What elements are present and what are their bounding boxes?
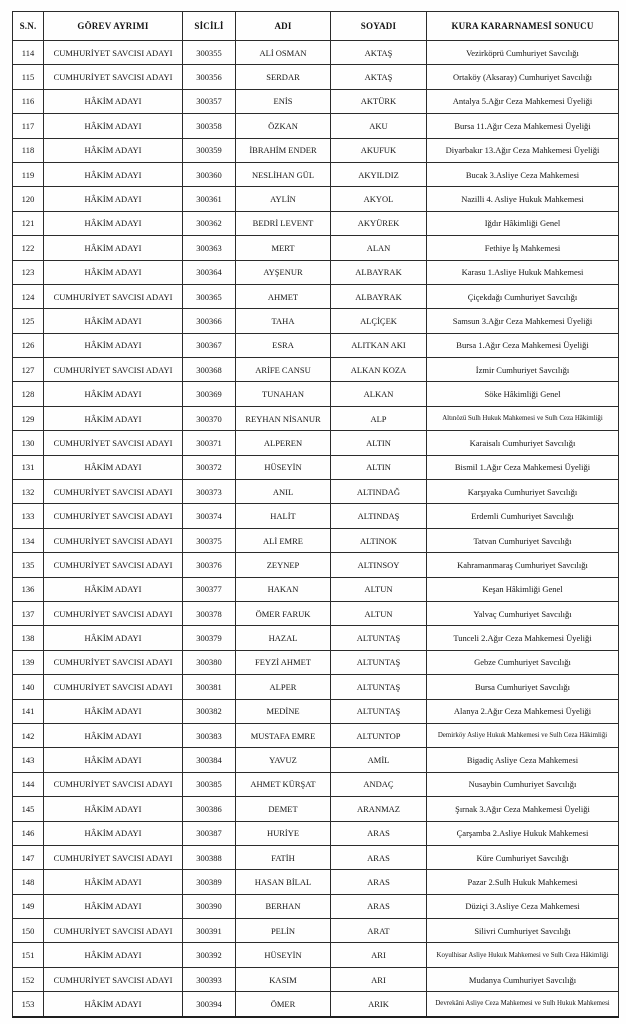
sonuc-cell: Bursa 1.Ağır Ceza Mahkemesi Üyeliği [427, 333, 619, 357]
sn-cell: 126 [13, 333, 44, 357]
table-header-row [13, 12, 619, 41]
sicil-cell: 300392 [183, 943, 236, 967]
sonuc-cell: Küre Cumhuriyet Savcılığı [427, 845, 619, 869]
sonuc-cell: Ortaköy (Aksaray) Cumhuriyet Savcılığı [427, 65, 619, 89]
soyadi-cell: ALTUNTAŞ [331, 699, 427, 723]
sicil-cell: 300367 [183, 333, 236, 357]
sicil-cell: 300365 [183, 284, 236, 308]
sonuc-cell: Tatvan Cumhuriyet Savcılığı [427, 528, 619, 552]
adi-cell: ZEYNEP [236, 553, 331, 577]
table-row [13, 919, 619, 943]
gorev-cell: CUMHURİYET SAVCISI ADAYI [44, 675, 183, 699]
soyadi-cell: AKTAŞ [331, 41, 427, 65]
adi-cell: ALPER [236, 675, 331, 699]
sonuc-cell: Bucak 3.Asliye Ceza Mahkemesi [427, 162, 619, 186]
sonuc-cell: Tunceli 2.Ağır Ceza Mahkemesi Üyeliği [427, 626, 619, 650]
sicil-cell: 300381 [183, 675, 236, 699]
table-row [13, 236, 619, 260]
table-body [13, 41, 619, 1017]
gorev-cell: CUMHURİYET SAVCISI ADAYI [44, 650, 183, 674]
soyadi-cell: ARAS [331, 845, 427, 869]
gorev-cell: HÂKİM ADAYI [44, 114, 183, 138]
gorev-cell: CUMHURİYET SAVCISI ADAYI [44, 528, 183, 552]
table-row [13, 528, 619, 552]
sicil-cell: 300379 [183, 626, 236, 650]
soyadi-cell: ALITKAN AKI [331, 333, 427, 357]
gorev-cell: CUMHURİYET SAVCISI ADAYI [44, 431, 183, 455]
gorev-cell: HÂKİM ADAYI [44, 992, 183, 1017]
sicil-cell: 300368 [183, 358, 236, 382]
gorev-cell: HÂKİM ADAYI [44, 723, 183, 747]
table-row [13, 309, 619, 333]
table-row [13, 967, 619, 991]
sicil-cell: 300369 [183, 382, 236, 406]
table-row [13, 89, 619, 113]
column-header-sonuc: KURA KARARNAMESİ SONUCU [427, 12, 619, 41]
table-row [13, 260, 619, 284]
sicil-cell: 300357 [183, 89, 236, 113]
sn-cell: 117 [13, 114, 44, 138]
sicil-cell: 300370 [183, 406, 236, 430]
adi-cell: YAVUZ [236, 748, 331, 772]
table-row [13, 114, 619, 138]
gorev-cell: CUMHURİYET SAVCISI ADAYI [44, 553, 183, 577]
gorev-cell: HÂKİM ADAYI [44, 894, 183, 918]
table-row [13, 162, 619, 186]
soyadi-cell: ALTIN [331, 455, 427, 479]
adi-cell: ALİ EMRE [236, 528, 331, 552]
table-row [13, 187, 619, 211]
gorev-cell: CUMHURİYET SAVCISI ADAYI [44, 845, 183, 869]
adi-cell: SERDAR [236, 65, 331, 89]
gorev-cell: HÂKİM ADAYI [44, 260, 183, 284]
sn-cell: 118 [13, 138, 44, 162]
soyadi-cell: ARAS [331, 821, 427, 845]
soyadi-cell: AKYÜREK [331, 211, 427, 235]
sonuc-cell: Diyarbakır 13.Ağır Ceza Mahkemesi Üyeliği [427, 138, 619, 162]
soyadi-cell: ARAT [331, 919, 427, 943]
sicil-cell: 300375 [183, 528, 236, 552]
table-row [13, 772, 619, 796]
sn-cell: 141 [13, 699, 44, 723]
adi-cell: DEMET [236, 797, 331, 821]
sonuc-cell: Devrekâni Asliye Ceza Mahkemesi ve Sulh Hukuk Mahkemesi [427, 992, 619, 1017]
table-row [13, 797, 619, 821]
table-row [13, 333, 619, 357]
soyadi-cell: ARAS [331, 870, 427, 894]
soyadi-cell: ALTIN [331, 431, 427, 455]
column-header-soyadi: SOYADI [331, 12, 427, 41]
table-row [13, 284, 619, 308]
gorev-cell: CUMHURİYET SAVCISI ADAYI [44, 601, 183, 625]
adi-cell: ALPEREN [236, 431, 331, 455]
table-row [13, 553, 619, 577]
sn-cell: 135 [13, 553, 44, 577]
gorev-cell: CUMHURİYET SAVCISI ADAYI [44, 65, 183, 89]
adi-cell: MEDİNE [236, 699, 331, 723]
adi-cell: REYHAN NİSANUR [236, 406, 331, 430]
table-row [13, 992, 619, 1017]
soyadi-cell: ALÇİÇEK [331, 309, 427, 333]
sn-cell: 131 [13, 455, 44, 479]
sn-cell: 119 [13, 162, 44, 186]
soyadi-cell: ALTUN [331, 601, 427, 625]
sn-cell: 149 [13, 894, 44, 918]
adi-cell: AHMET KÜRŞAT [236, 772, 331, 796]
sicil-cell: 300378 [183, 601, 236, 625]
sn-cell: 134 [13, 528, 44, 552]
sn-cell: 137 [13, 601, 44, 625]
soyadi-cell: ALTUNTAŞ [331, 650, 427, 674]
adi-cell: HALİT [236, 504, 331, 528]
adi-cell: BERHAN [236, 894, 331, 918]
sn-cell: 151 [13, 943, 44, 967]
soyadi-cell: ALTINSOY [331, 553, 427, 577]
gorev-cell: HÂKİM ADAYI [44, 577, 183, 601]
sonuc-cell: Kahramanmaraş Cumhuriyet Savcılığı [427, 553, 619, 577]
gorev-cell: HÂKİM ADAYI [44, 211, 183, 235]
adi-cell: AHMET [236, 284, 331, 308]
soyadi-cell: AKUFUK [331, 138, 427, 162]
sonuc-cell: Koyulhisar Asliye Hukuk Mahkemesi ve Sulh Ceza Hâkimliği [427, 943, 619, 967]
sicil-cell: 300384 [183, 748, 236, 772]
table-row [13, 943, 619, 967]
sicil-cell: 300359 [183, 138, 236, 162]
sonuc-cell: Antalya 5.Ağır Ceza Mahkemesi Üyeliği [427, 89, 619, 113]
adi-cell: ENİS [236, 89, 331, 113]
sn-cell: 121 [13, 211, 44, 235]
sonuc-cell: İzmir Cumhuriyet Savcılığı [427, 358, 619, 382]
sonuc-cell: Mudanya Cumhuriyet Savcılığı [427, 967, 619, 991]
table-row [13, 845, 619, 869]
soyadi-cell: ARI [331, 943, 427, 967]
sicil-cell: 300358 [183, 114, 236, 138]
table-row [13, 211, 619, 235]
sonuc-cell: Karasu 1.Asliye Hukuk Mahkemesi [427, 260, 619, 284]
sonuc-cell: Alanya 2.Ağır Ceza Mahkemesi Üyeliği [427, 699, 619, 723]
gorev-cell: CUMHURİYET SAVCISI ADAYI [44, 772, 183, 796]
sonuc-cell: Keşan Hâkimliği Genel [427, 577, 619, 601]
soyadi-cell: ARI [331, 967, 427, 991]
sn-cell: 138 [13, 626, 44, 650]
sicil-cell: 300387 [183, 821, 236, 845]
table-row [13, 626, 619, 650]
sonuc-cell: Silivri Cumhuriyet Savcılığı [427, 919, 619, 943]
soyadi-cell: ALTUN [331, 577, 427, 601]
adi-cell: AYLİN [236, 187, 331, 211]
gorev-cell: HÂKİM ADAYI [44, 699, 183, 723]
table-row [13, 455, 619, 479]
sonuc-cell: Nazilli 4. Asliye Hukuk Mahkemesi [427, 187, 619, 211]
adi-cell: HÜSEYİN [236, 455, 331, 479]
soyadi-cell: AMİL [331, 748, 427, 772]
soyadi-cell: AKU [331, 114, 427, 138]
table-row [13, 821, 619, 845]
sonuc-cell: Erdemli Cumhuriyet Savcılığı [427, 504, 619, 528]
sicil-cell: 300376 [183, 553, 236, 577]
soyadi-cell: ALTINOK [331, 528, 427, 552]
table-row [13, 65, 619, 89]
sonuc-cell: Çiçekdağı Cumhuriyet Savcılığı [427, 284, 619, 308]
gorev-cell: HÂKİM ADAYI [44, 748, 183, 772]
sonuc-cell: Bursa 11.Ağır Ceza Mahkemesi Üyeliği [427, 114, 619, 138]
sonuc-cell: Çarşamba 2.Asliye Hukuk Mahkemesi [427, 821, 619, 845]
adi-cell: İBRAHİM ENDER [236, 138, 331, 162]
sicil-cell: 300362 [183, 211, 236, 235]
gorev-cell: CUMHURİYET SAVCISI ADAYI [44, 284, 183, 308]
adi-cell: HAZAL [236, 626, 331, 650]
gorev-cell: HÂKİM ADAYI [44, 821, 183, 845]
adi-cell: ÖZKAN [236, 114, 331, 138]
adi-cell: TAHA [236, 309, 331, 333]
sicil-cell: 300391 [183, 919, 236, 943]
sn-cell: 128 [13, 382, 44, 406]
gorev-cell: HÂKİM ADAYI [44, 626, 183, 650]
sicil-cell: 300383 [183, 723, 236, 747]
table-row [13, 577, 619, 601]
soyadi-cell: ARANMAZ [331, 797, 427, 821]
sn-cell: 115 [13, 65, 44, 89]
sn-cell: 150 [13, 919, 44, 943]
gorev-cell: CUMHURİYET SAVCISI ADAYI [44, 358, 183, 382]
sicil-cell: 300394 [183, 992, 236, 1017]
gorev-cell: HÂKİM ADAYI [44, 236, 183, 260]
sonuc-cell: Samsun 3.Ağır Ceza Mahkemesi Üyeliği [427, 309, 619, 333]
sicil-cell: 300371 [183, 431, 236, 455]
soyadi-cell: AKYOL [331, 187, 427, 211]
column-header-gorev: GÖREV AYRIMI [44, 12, 183, 41]
gorev-cell: HÂKİM ADAYI [44, 797, 183, 821]
adi-cell: FEYZİ AHMET [236, 650, 331, 674]
sicil-cell: 300355 [183, 41, 236, 65]
soyadi-cell: ALP [331, 406, 427, 430]
sn-cell: 125 [13, 309, 44, 333]
sn-cell: 122 [13, 236, 44, 260]
sonuc-cell: Bigadiç Asliye Ceza Mahkemesi [427, 748, 619, 772]
soyadi-cell: AKTÜRK [331, 89, 427, 113]
sonuc-cell: Demirköy Asliye Hukuk Mahkemesi ve Sulh Ceza Hâkimliği [427, 723, 619, 747]
table-row [13, 650, 619, 674]
sicil-cell: 300373 [183, 480, 236, 504]
sicil-cell: 300363 [183, 236, 236, 260]
adi-cell: HASAN BİLAL [236, 870, 331, 894]
gorev-cell: HÂKİM ADAYI [44, 943, 183, 967]
sn-cell: 114 [13, 41, 44, 65]
sonuc-cell: Şırnak 3.Ağır Ceza Mahkemesi Üyeliği [427, 797, 619, 821]
table-row [13, 601, 619, 625]
table-row [13, 480, 619, 504]
column-header-adi: ADI [236, 12, 331, 41]
sn-cell: 116 [13, 89, 44, 113]
gorev-cell: HÂKİM ADAYI [44, 138, 183, 162]
gorev-cell: CUMHURİYET SAVCISI ADAYI [44, 967, 183, 991]
gorev-cell: HÂKİM ADAYI [44, 162, 183, 186]
table-row [13, 699, 619, 723]
sicil-cell: 300366 [183, 309, 236, 333]
adi-cell: FATİH [236, 845, 331, 869]
column-header-sicil: SİCİLİ [183, 12, 236, 41]
sicil-cell: 300360 [183, 162, 236, 186]
soyadi-cell: ALAN [331, 236, 427, 260]
soyadi-cell: ALKAN [331, 382, 427, 406]
gorev-cell: CUMHURİYET SAVCISI ADAYI [44, 504, 183, 528]
assignment-table [12, 11, 619, 1018]
sicil-cell: 300393 [183, 967, 236, 991]
adi-cell: NESLİHAN GÜL [236, 162, 331, 186]
soyadi-cell: AKTAŞ [331, 65, 427, 89]
sonuc-cell: Pazar 2.Sulh Hukuk Mahkemesi [427, 870, 619, 894]
gorev-cell: HÂKİM ADAYI [44, 89, 183, 113]
soyadi-cell: ARIK [331, 992, 427, 1017]
adi-cell: HURİYE [236, 821, 331, 845]
table-row [13, 675, 619, 699]
sn-cell: 142 [13, 723, 44, 747]
sicil-cell: 300388 [183, 845, 236, 869]
adi-cell: HÜSEYİN [236, 943, 331, 967]
sn-cell: 146 [13, 821, 44, 845]
soyadi-cell: ALTINDAĞ [331, 480, 427, 504]
gorev-cell: HÂKİM ADAYI [44, 309, 183, 333]
sn-cell: 152 [13, 967, 44, 991]
sicil-cell: 300356 [183, 65, 236, 89]
sicil-cell: 300385 [183, 772, 236, 796]
gorev-cell: HÂKİM ADAYI [44, 406, 183, 430]
gorev-cell: CUMHURİYET SAVCISI ADAYI [44, 919, 183, 943]
gorev-cell: HÂKİM ADAYI [44, 870, 183, 894]
table-row [13, 138, 619, 162]
sn-cell: 143 [13, 748, 44, 772]
soyadi-cell: ALBAYRAK [331, 284, 427, 308]
sicil-cell: 300389 [183, 870, 236, 894]
soyadi-cell: AKYILDIZ [331, 162, 427, 186]
adi-cell: KASIM [236, 967, 331, 991]
adi-cell: ÖMER FARUK [236, 601, 331, 625]
gorev-cell: HÂKİM ADAYI [44, 187, 183, 211]
table-row [13, 406, 619, 430]
soyadi-cell: ARAS [331, 894, 427, 918]
table-row [13, 723, 619, 747]
soyadi-cell: ANDAÇ [331, 772, 427, 796]
sn-cell: 147 [13, 845, 44, 869]
sicil-cell: 300374 [183, 504, 236, 528]
sonuc-cell: Iğdır Hâkimliği Genel [427, 211, 619, 235]
sn-cell: 139 [13, 650, 44, 674]
gorev-cell: HÂKİM ADAYI [44, 382, 183, 406]
adi-cell: AYŞENUR [236, 260, 331, 284]
sonuc-cell: Nusaybin Cumhuriyet Savcılığı [427, 772, 619, 796]
adi-cell: TUNAHAN [236, 382, 331, 406]
soyadi-cell: ALTUNTAŞ [331, 675, 427, 699]
adi-cell: HAKAN [236, 577, 331, 601]
table-row [13, 748, 619, 772]
adi-cell: ANIL [236, 480, 331, 504]
sn-cell: 132 [13, 480, 44, 504]
soyadi-cell: ALTINDAŞ [331, 504, 427, 528]
soyadi-cell: ALKAN KOZA [331, 358, 427, 382]
sonuc-cell: Bismil 1.Ağır Ceza Mahkemesi Üyeliği [427, 455, 619, 479]
gorev-cell: CUMHURİYET SAVCISI ADAYI [44, 41, 183, 65]
sicil-cell: 300386 [183, 797, 236, 821]
sonuc-cell: Vezirköprü Cumhuriyet Savcılığı [427, 41, 619, 65]
adi-cell: ESRA [236, 333, 331, 357]
sn-cell: 136 [13, 577, 44, 601]
gorev-cell: HÂKİM ADAYI [44, 455, 183, 479]
sonuc-cell: Düziçi 3.Asliye Ceza Mahkemesi [427, 894, 619, 918]
sonuc-cell: Karşıyaka Cumhuriyet Savcılığı [427, 480, 619, 504]
gorev-cell: CUMHURİYET SAVCISI ADAYI [44, 480, 183, 504]
table-row [13, 358, 619, 382]
adi-cell: MERT [236, 236, 331, 260]
sn-cell: 124 [13, 284, 44, 308]
sicil-cell: 300372 [183, 455, 236, 479]
soyadi-cell: ALTUNTAŞ [331, 626, 427, 650]
sn-cell: 140 [13, 675, 44, 699]
sn-cell: 153 [13, 992, 44, 1017]
adi-cell: ÖMER [236, 992, 331, 1017]
table-row [13, 504, 619, 528]
sn-cell: 145 [13, 797, 44, 821]
sonuc-cell: Fethiye İş Mahkemesi [427, 236, 619, 260]
sn-cell: 123 [13, 260, 44, 284]
adi-cell: PELİN [236, 919, 331, 943]
sonuc-cell: Bursa Cumhuriyet Savcılığı [427, 675, 619, 699]
sicil-cell: 300361 [183, 187, 236, 211]
sn-cell: 144 [13, 772, 44, 796]
adi-cell: ALİ OSMAN [236, 41, 331, 65]
column-header-sn: S.N. [13, 12, 44, 41]
sicil-cell: 300390 [183, 894, 236, 918]
table-row [13, 382, 619, 406]
table-row [13, 870, 619, 894]
sicil-cell: 300377 [183, 577, 236, 601]
sonuc-cell: Altınözü Sulh Hukuk Mahkemesi ve Sulh Ceza Hâkimliği [427, 406, 619, 430]
sicil-cell: 300382 [183, 699, 236, 723]
sn-cell: 148 [13, 870, 44, 894]
sn-cell: 133 [13, 504, 44, 528]
sn-cell: 127 [13, 358, 44, 382]
sonuc-cell: Karaisalı Cumhuriyet Savcılığı [427, 431, 619, 455]
sn-cell: 129 [13, 406, 44, 430]
sn-cell: 130 [13, 431, 44, 455]
sicil-cell: 300364 [183, 260, 236, 284]
sicil-cell: 300380 [183, 650, 236, 674]
table-row [13, 894, 619, 918]
soyadi-cell: ALBAYRAK [331, 260, 427, 284]
sonuc-cell: Gebze Cumhuriyet Savcılığı [427, 650, 619, 674]
adi-cell: BEDRİ LEVENT [236, 211, 331, 235]
sn-cell: 120 [13, 187, 44, 211]
sonuc-cell: Söke Hâkimliği Genel [427, 382, 619, 406]
table-row [13, 41, 619, 65]
soyadi-cell: ALTUNTOP [331, 723, 427, 747]
adi-cell: MUSTAFA EMRE [236, 723, 331, 747]
table-row [13, 431, 619, 455]
adi-cell: ARİFE CANSU [236, 358, 331, 382]
sonuc-cell: Yalvaç Cumhuriyet Savcılığı [427, 601, 619, 625]
gorev-cell: HÂKİM ADAYI [44, 333, 183, 357]
